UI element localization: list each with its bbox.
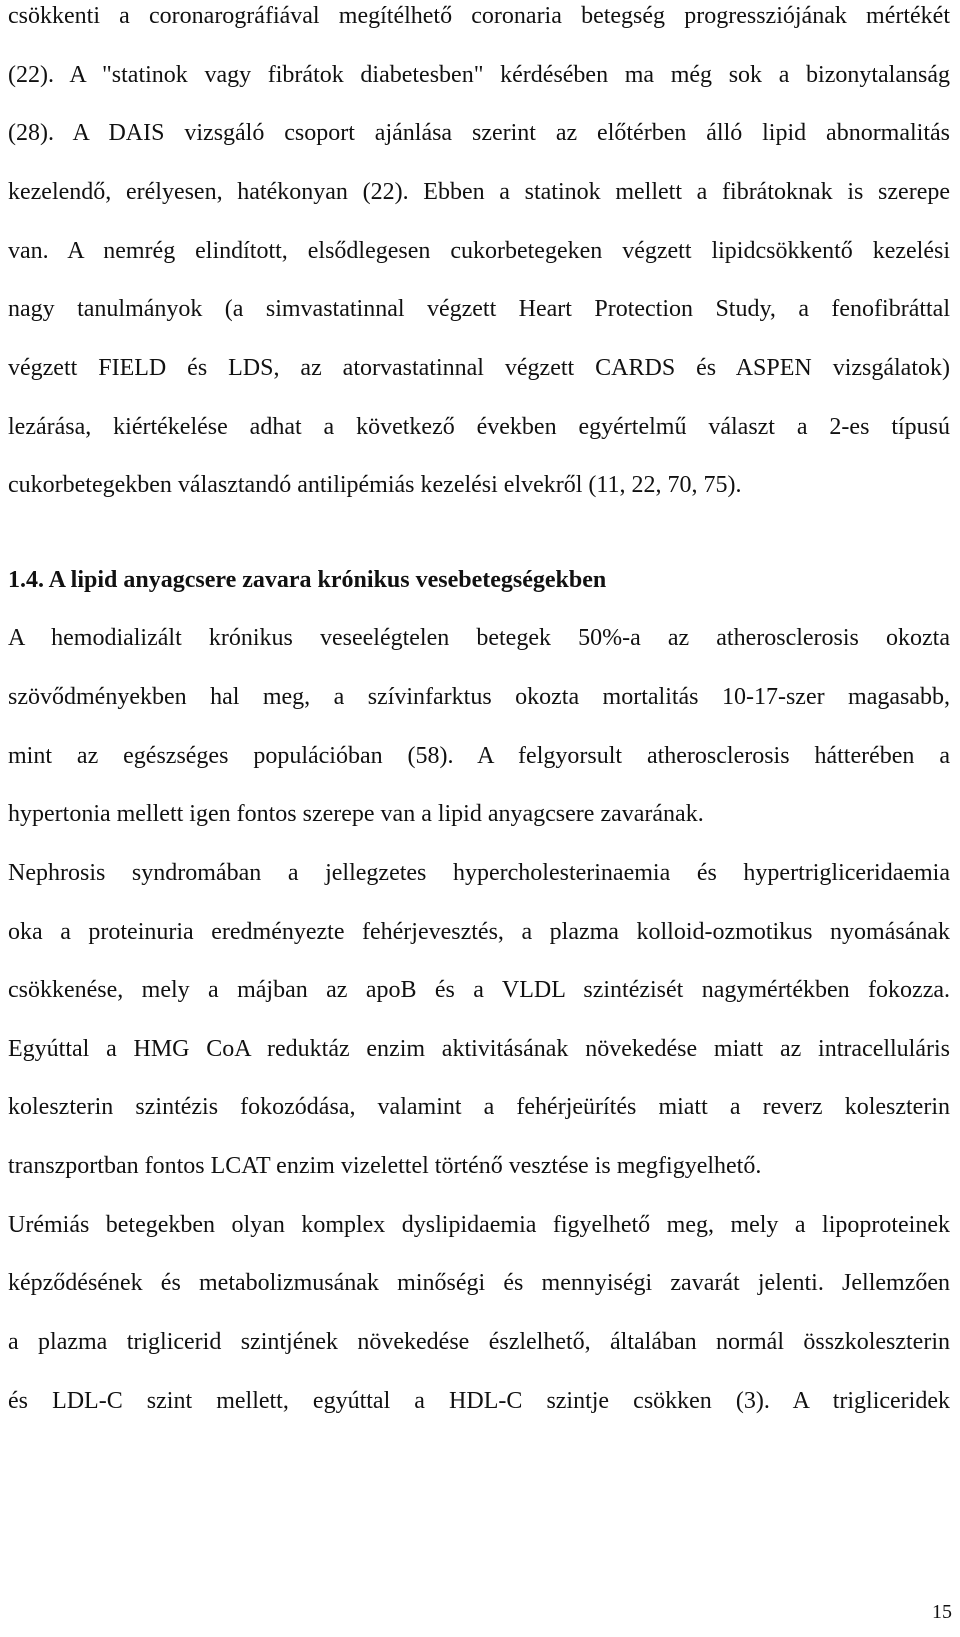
text-line: mint az egészséges populációban (58). A felgyorsult atherosclerosis hátterében a — [8, 743, 950, 769]
text-line: oka a proteinuria eredményezte fehérjevesztés, a plazma kolloid-ozmotikus nyomásának — [8, 919, 950, 945]
text-line: szövődményekben hal meg, a szívinfarktus okozta mortalitás 10-17-szer magasabb, — [8, 684, 950, 710]
section-heading: 1.4. A lipid anyagcsere zavara krónikus vesebetegségekben — [8, 567, 607, 593]
text-line: a plazma triglicerid szintjének növekedése észlelhető, általában normál összkoleszterin — [8, 1329, 950, 1355]
text-line: Nephrosis syndromában a jellegzetes hypercholesterinaemia és hypertrigliceridaemia — [8, 860, 950, 886]
text-line: lezárása, kiértékelése adhat a következő években egyértelmű választ a 2-es típusú — [8, 414, 950, 440]
text-line: transzportban fontos LCAT enzim vizelettel történő vesztése is megfigyelhető. — [8, 1153, 762, 1179]
text-line: képződésének és metabolizmusának minőségi és mennyiségi zavarát jelenti. Jellemzően — [8, 1270, 950, 1296]
text-line: nagy tanulmányok (a simvastatinnal végzett Heart Protection Study, a fenofibráttal — [8, 296, 950, 322]
text-line: Egyúttal a HMG CoA reduktáz enzim aktivitásának növekedése miatt az intracelluláris — [8, 1036, 950, 1062]
text-line: (22). A "statinok vagy fibrátok diabetesben" kérdésében ma még sok a bizonytalanság — [8, 62, 950, 88]
text-line: A hemodializált krónikus veseelégtelen betegek 50%-a az atherosclerosis okozta — [8, 625, 950, 651]
text-line: cukorbetegekben választandó antilipémiás kezelési elvekről (11, 22, 70, 75). — [8, 472, 742, 498]
text-line: kezelendő, erélyesen, hatékonyan (22). Ebben a statinok mellett a fibrátoknak is szerepe — [8, 179, 950, 205]
text-line: és LDL-C szint mellett, egyúttal a HDL-C szintje csökken (3). A trigliceridek — [8, 1388, 950, 1414]
text-line: végzett FIELD és LDS, az atorvastatinnal végzett CARDS és ASPEN vizsgálatok) — [8, 355, 950, 381]
text-line: (28). A DAIS vizsgáló csoport ajánlása szerint az előtérben álló lipid abnormalitás — [8, 120, 950, 146]
text-line: csökkenése, mely a májban az apoB és a VLDL szintézisét nagymértékben fokozza. — [8, 977, 950, 1003]
text-line: van. A nemrég elindított, elsődlegesen cukorbetegeken végzett lipidcsökkentő kezelési — [8, 238, 950, 264]
text-line: koleszterin szintézis fokozódása, valamint a fehérjeürítés miatt a reverz koleszterin — [8, 1094, 950, 1120]
text-line: hypertonia mellett igen fontos szerepe van a lipid anyagcsere zavarának. — [8, 801, 704, 827]
text-line: csökkenti a coronarográfiával megítélhető coronaria betegség progressziójának mértékét — [8, 3, 950, 29]
page-number: 15 — [932, 1601, 952, 1623]
text-line: Urémiás betegekben olyan komplex dyslipidaemia figyelhető meg, mely a lipoproteinek — [8, 1212, 950, 1238]
